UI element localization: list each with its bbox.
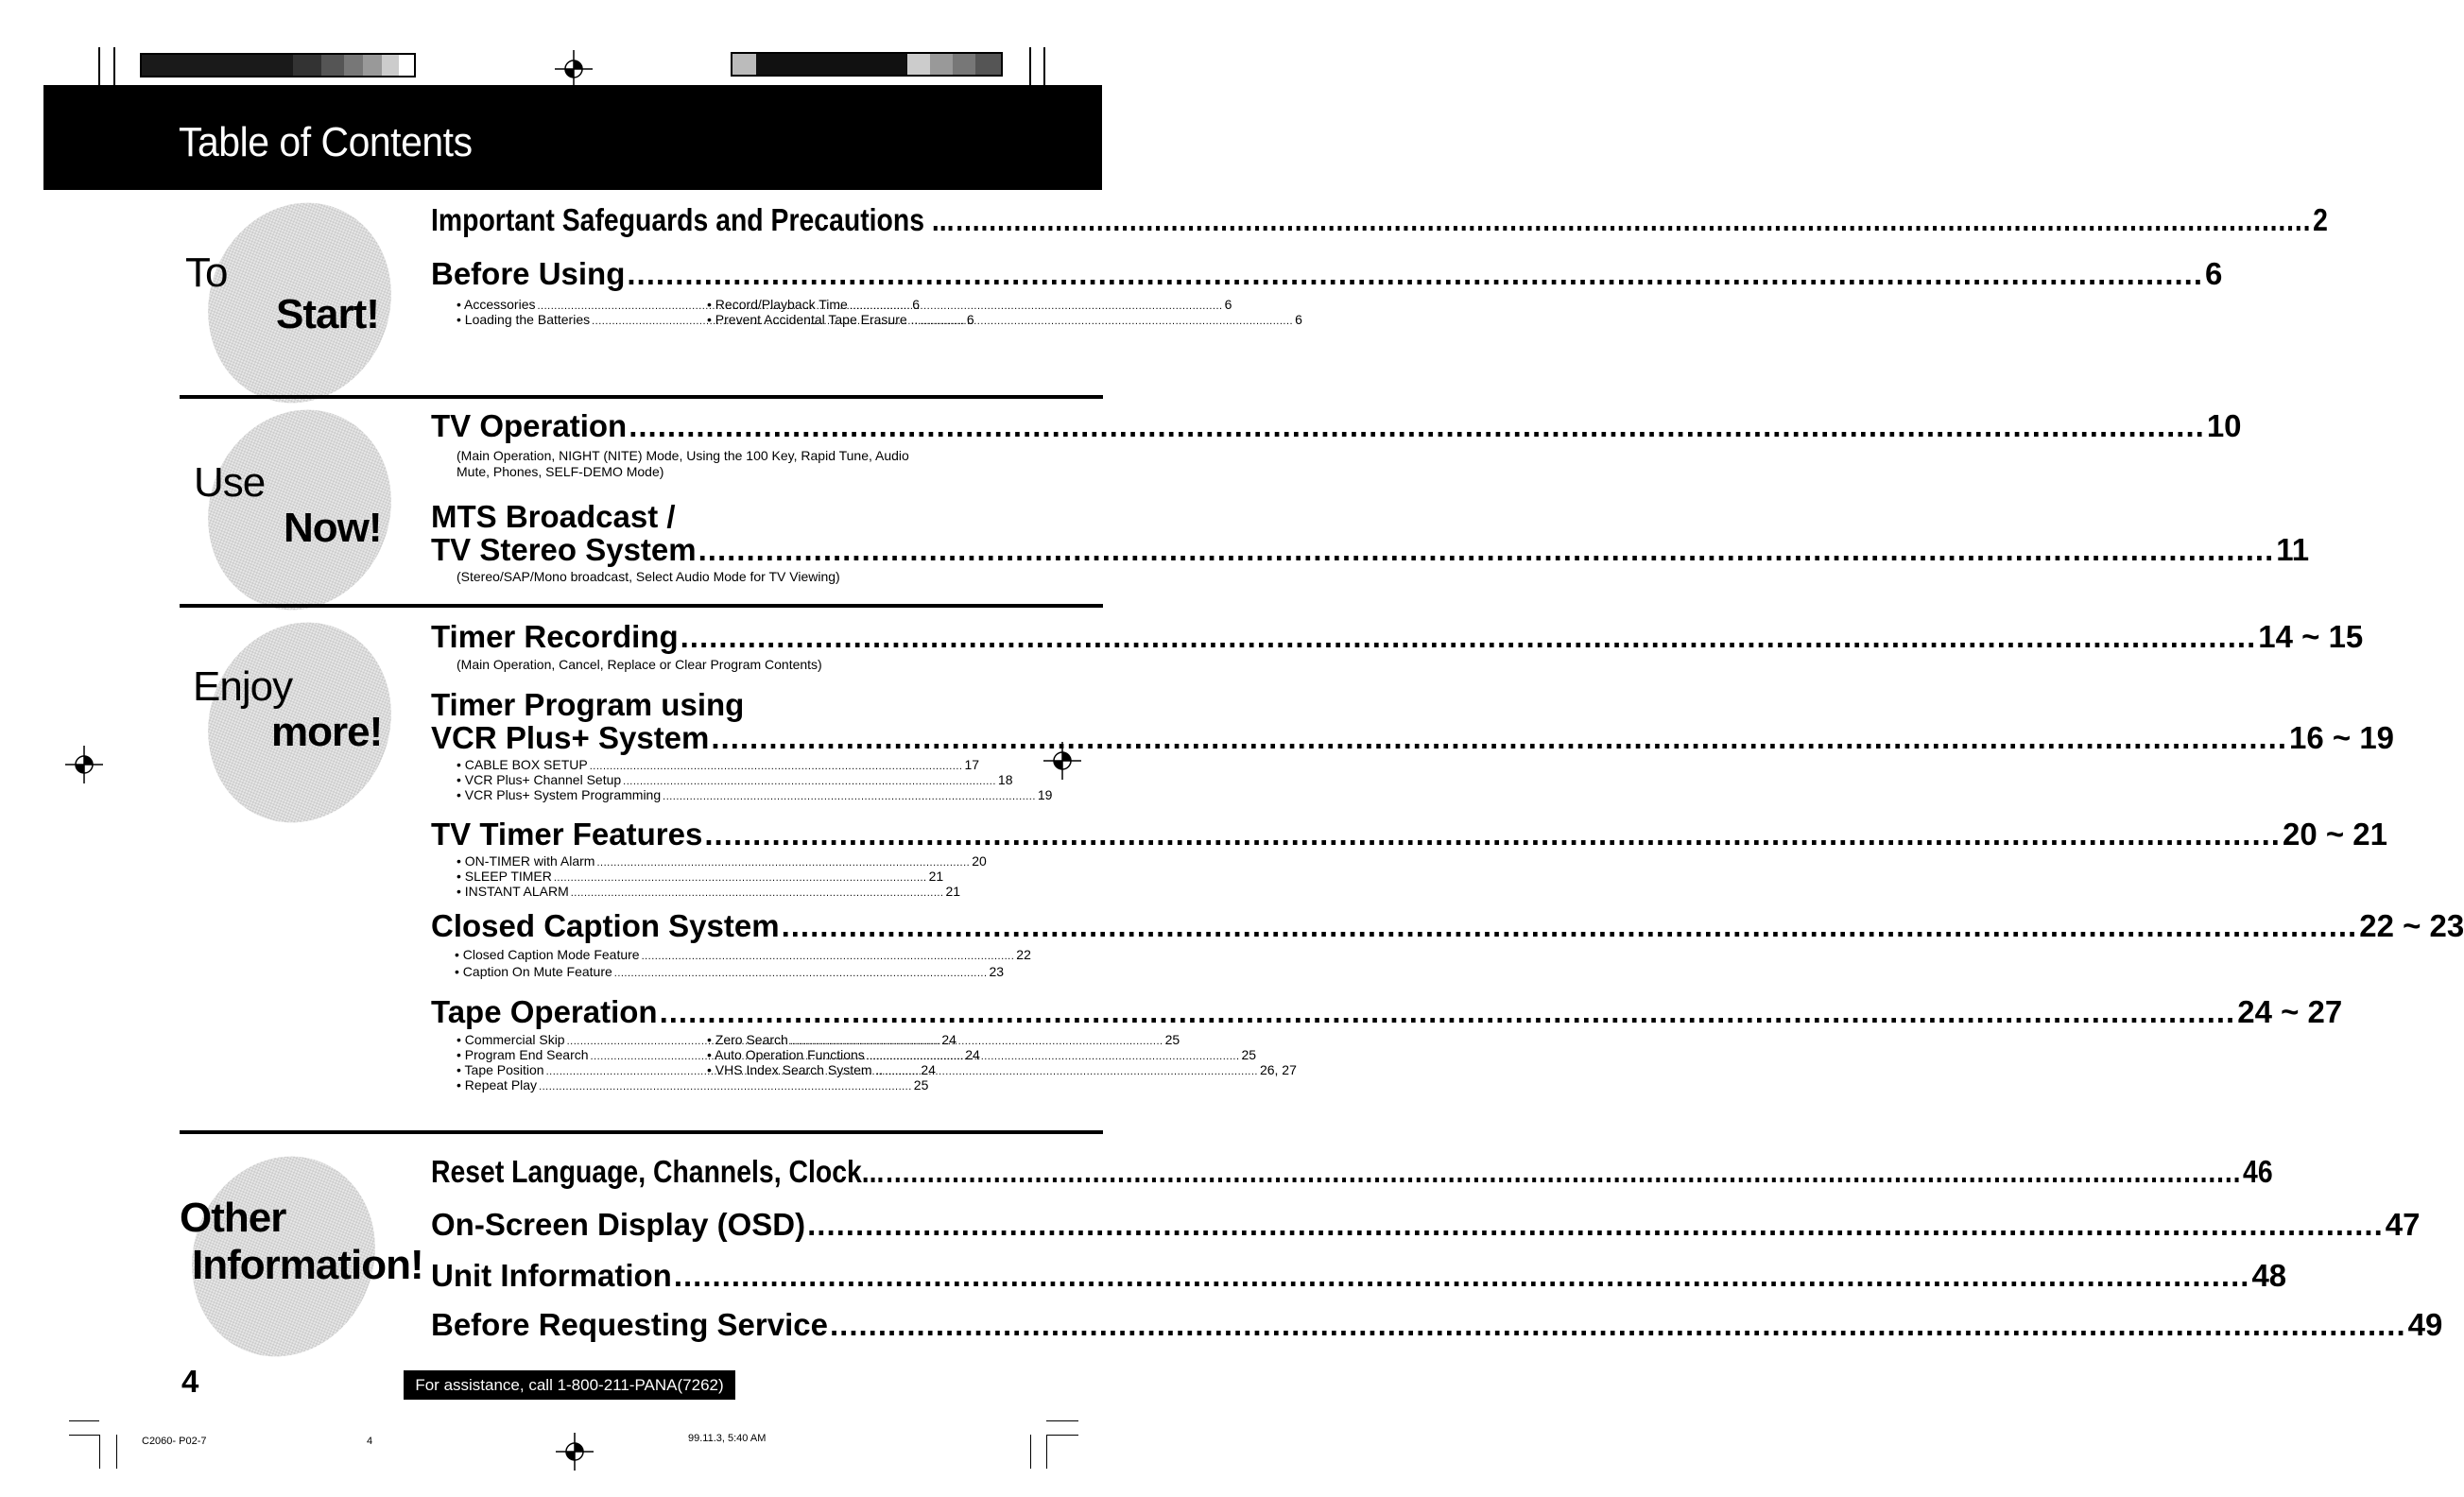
sub-item[interactable]: • Loading the Batteries ..... 6 [457,312,684,327]
entry-note: (Stereo/SAP/Mono broadcast, Select Audio Mode for TV Viewing) [457,569,840,584]
sub-item[interactable]: • Repeat Play ..... 25 [457,1077,684,1093]
section-label-line1: Other [180,1195,286,1241]
toc-entry-service[interactable]: Before Requesting Service ..... 49 [431,1307,960,1343]
toc-entry-tv-timer[interactable]: TV Timer Features ..... 20 ~ 21 [431,817,958,852]
toc-entry-title-line1: Timer Program using [431,687,745,722]
color-bar-left [140,53,416,77]
toc-entry-reset[interactable]: Reset Language, Channels, Clock... ..... 46 [431,1154,965,1190]
title-banner [43,85,1102,190]
page-number: 4 [181,1364,199,1399]
crop-mark [69,1420,99,1421]
sub-item[interactable]: • Prevent Accidental Tape Erasure .. ..... 6 [707,312,937,327]
crop-mark [1046,1435,1047,1469]
sub-item[interactable]: • Closed Caption Mode Feature ..... 22 [455,947,734,962]
sub-item[interactable]: • Record/Playback Time ..... 6 [707,297,937,312]
page-ref: 16 ~ 19 [2289,720,2395,755]
sub-item[interactable]: • CABLE BOX SETUP ..... 17 [457,757,734,772]
sub-item[interactable]: • SLEEP TIMER ..... 21 [457,869,734,884]
page-ref: 46 [2243,1154,2273,1189]
section-divider [180,604,1103,608]
registration-mark [555,50,593,88]
sub-list [457,757,1053,802]
entry-note: (Main Operation, NIGHT (NITE) Mode, Using the 100 Key, Rapid Tune, Audio Mute, Phones, SELF-DEMO Mode) [457,448,909,479]
crop-mark [1043,47,1045,85]
toc-entry-closed-caption[interactable]: Closed Caption System ..... 22 ~ 23 [431,908,960,944]
sub-item[interactable]: • Auto Operation Functions ..... 25 [707,1047,937,1062]
section-label-line2: Start! [276,291,379,337]
sub-item[interactable]: • VCR Plus+ System Programming ..... 19 [457,787,734,802]
color-bar-right [731,52,1003,77]
assistance-banner: For assistance, call 1-800-211-PANA(7262) [404,1370,735,1400]
toc-entry-unit-information[interactable]: Unit Information ..... 48 [431,1258,960,1294]
sub-item[interactable]: • Zero Search ..... 25 [707,1032,937,1047]
registration-mark [556,1433,594,1471]
page-ref: 6 [2205,256,2223,291]
print-timestamp: 99.11.3, 5:40 AM [688,1433,767,1444]
page-ref: 22 ~ 23 [2359,908,2464,943]
section-divider [180,395,1103,399]
crop-mark [1029,47,1031,85]
crop-mark [113,47,115,85]
sub-item[interactable]: • Caption On Mute Feature ..... 23 [455,964,734,979]
sub-item[interactable]: • Tape Position ..... 24 [457,1062,684,1077]
page-ref: 10 [2206,408,2242,443]
section-label-line1: Use [194,459,266,506]
page-ref: 47 [2385,1207,2421,1242]
page-ref: 14 ~ 15 [2258,619,2364,654]
sub-item[interactable]: • Commercial Skip ..... 24 [457,1032,684,1047]
toc-entry-before-using[interactable]: Before Using ..... 6 [431,256,960,292]
sub-item[interactable]: • INSTANT ALARM ..... 21 [457,884,734,899]
registration-mark [65,746,103,783]
crop-mark [98,47,100,85]
crop-mark [1046,1420,1078,1421]
sub-item[interactable]: • VHS Index Search System .. ..... 26, 27 [707,1062,937,1077]
crop-mark [99,1435,100,1469]
toc-entry-tv-operation[interactable]: TV Operation ..... 10 [431,408,963,444]
crop-mark [69,1435,99,1436]
sub-item[interactable]: • Program End Search ..... 24 [457,1047,684,1062]
sub-list [457,853,987,899]
toc-entry-title-line1: MTS Broadcast / [431,499,676,534]
toc-entry-timer-recording[interactable]: Timer Recording ..... 14 ~ 15 [431,619,963,655]
sub-item[interactable]: • ON-TIMER with Alarm ..... 20 [457,853,734,869]
section-label-line2: Now! [284,505,382,551]
page-ref: 2 [2313,202,2328,237]
toc-entry-timer-program[interactable]: VCR Plus+ System ..... 16 ~ 19 [431,720,963,756]
section-label-line1: To [185,250,228,296]
print-code: C2060- P02-7 [142,1436,207,1447]
toc-entry-mts[interactable]: TV Stereo System ..... 11 [431,532,963,568]
toc-entry-osd[interactable]: On-Screen Display (OSD) ..... 47 [431,1207,960,1243]
section-label-line2: Information! [192,1242,423,1288]
page-ref: 48 [2251,1258,2287,1293]
toc-entry-safeguards[interactable]: Important Safeguards and Precautions ... ..... 2 [431,202,965,238]
page-ref: 49 [2407,1307,2443,1342]
page-title: Table of Contents [179,119,473,165]
sub-list [455,947,1031,979]
sub-item[interactable]: • Accessories ..... 6 [457,297,684,312]
page-ref: 20 ~ 21 [2282,817,2388,852]
page-ref: 24 ~ 27 [2237,994,2343,1029]
print-page: 4 [367,1436,373,1447]
page-ref: 11 [2276,532,2310,567]
toc-entry-tape-operation[interactable]: Tape Operation ..... 24 ~ 27 [431,994,963,1030]
crop-mark [116,1435,117,1469]
crop-mark [1046,1435,1078,1436]
sub-item[interactable]: • VCR Plus+ Channel Setup ..... 18 [457,772,734,787]
section-divider [180,1130,1103,1134]
section-label-line2: more! [271,709,383,755]
crop-mark [1030,1435,1031,1469]
section-label-line1: Enjoy [193,663,293,710]
entry-note: (Main Operation, Cancel, Replace or Clear Program Contents) [457,657,822,672]
